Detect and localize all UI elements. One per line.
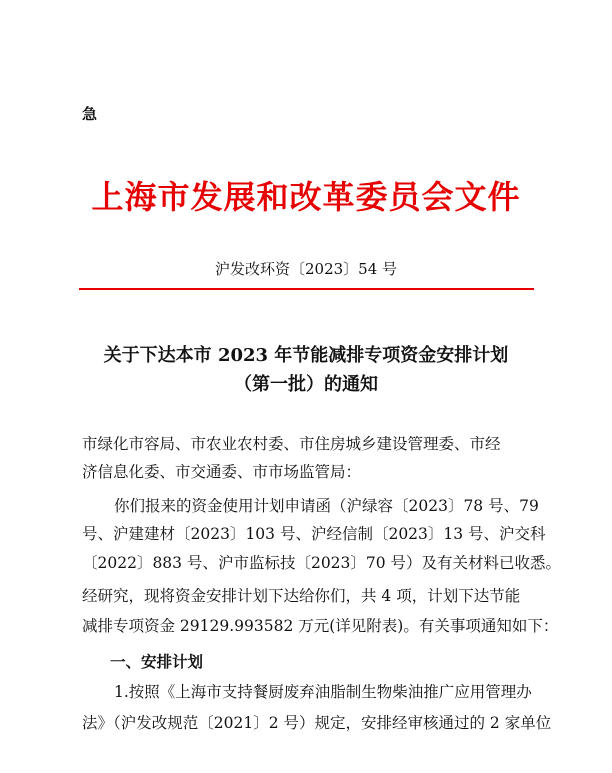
paragraph-line: 你们报来的资金使用计划申请函（沪绿容〔2023〕78 号、79 xyxy=(114,497,539,515)
notice-title-line-2: （第一批）的通知 xyxy=(234,374,378,395)
paragraph-line: 1.按照《上海市支持餐厨废弃油脂制生物柴油推广应用管理办 xyxy=(114,683,532,701)
issuing-authority-title: 上海市发展和改革委员会文件 xyxy=(91,178,521,216)
section-heading: 一、安排计划 xyxy=(110,652,204,671)
paragraph-line: 号、沪建建材〔2023〕103 号、沪经信制〔2023〕13 号、沪交科 xyxy=(82,525,546,543)
paragraph-line: 减排专项资金 29129.993582 万元(详见附表)。有关事项通知如下： xyxy=(82,617,559,635)
paragraph-line: 〔2022〕883 号、沪市监标技〔2023〕70 号）及有关材料已收悉。 xyxy=(82,554,562,572)
addressee-line-2: 济信息化委、市交通委、市市场监管局： xyxy=(82,463,362,481)
notice-title-line-1: 关于下达本市 2023 年节能减排专项资金安排计划 xyxy=(103,345,509,366)
addressee-line-1: 市绿化市容局、市农业农村委、市住房城乡建设管理委、市经 xyxy=(82,435,501,453)
urgency-mark: 急 xyxy=(82,105,98,123)
red-divider-line xyxy=(79,288,534,290)
paragraph-line: 经研究，现将资金安排计划下达给你们，共 4 项，计划下达节能 xyxy=(82,587,521,605)
document-number: 沪发改环资〔2023〕54 号 xyxy=(214,260,398,278)
paragraph-line: 法》（沪发改规范〔2021〕2 号）规定，安排经审核通过的 2 家单位 xyxy=(82,714,552,732)
